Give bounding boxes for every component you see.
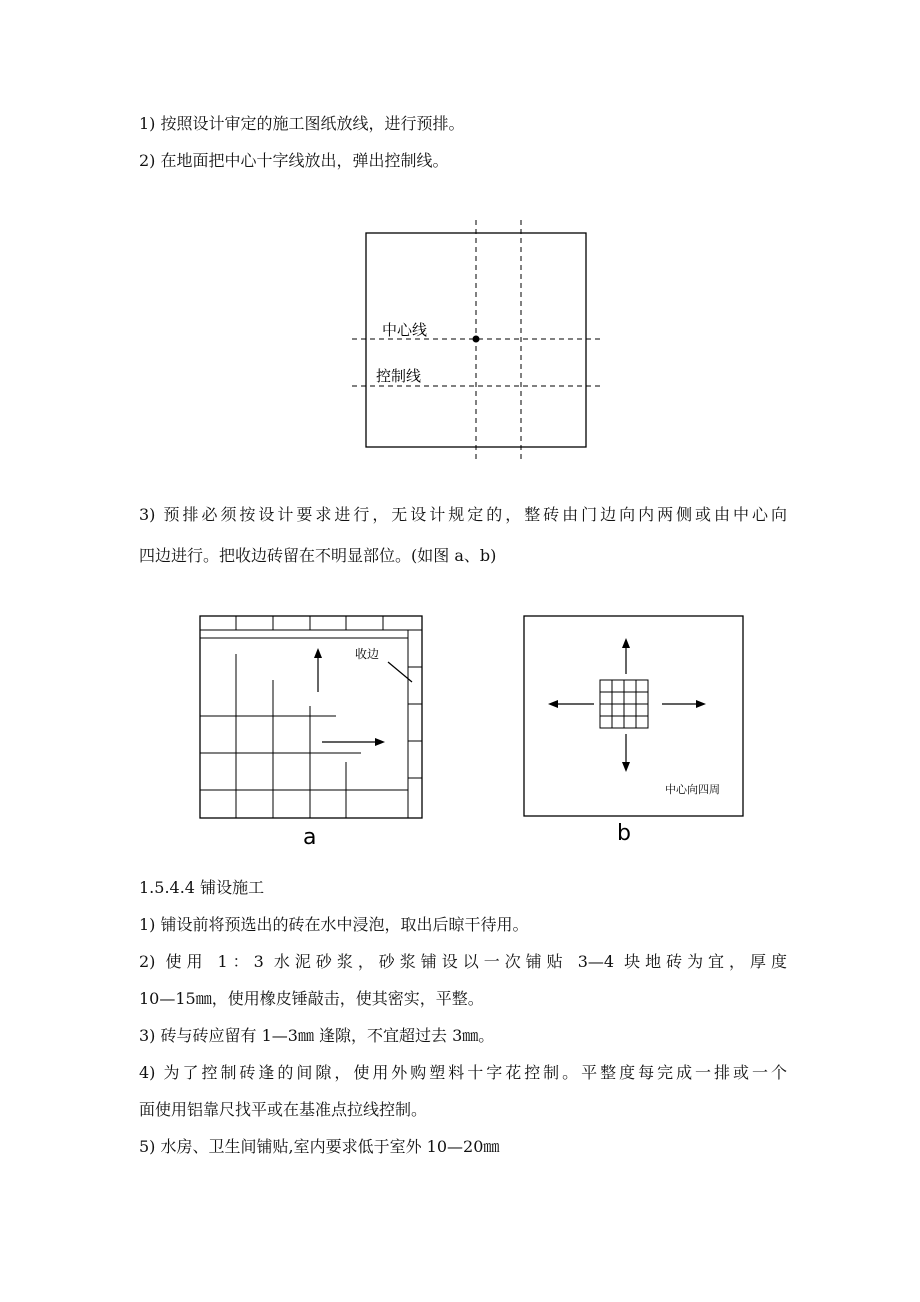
edge-label: 收边 [355, 647, 380, 661]
step-3-line-2: 四边进行。把收边砖留在不明显部位。(如图 a、b) [139, 546, 497, 565]
section-heading: 1.5.4.4 铺设施工 [139, 878, 265, 897]
caption-b: b [617, 821, 631, 846]
arrow-right-icon [375, 738, 385, 746]
item-4-line-1: 4) 为了控制砖逢的间隙，使用外购塑料十字花控制。平整度每完成一排或一个 [139, 1063, 787, 1082]
figure-b [522, 612, 747, 852]
room-outline [200, 616, 422, 818]
caption-a: a [303, 825, 317, 850]
item-2-line-1: 2) 使用 1：3 水泥砂浆，砂浆铺设以一次铺贴 3—4 块地砖为宜，厚度 [139, 952, 787, 971]
item-3: 3) 砖与砖应留有 1—3㎜ 逢隙，不宜超过去 3㎜。 [139, 1026, 495, 1045]
arrow-down-icon [622, 762, 630, 772]
item-4-line-2: 面使用铝靠尺找平或在基准点拉线控制。 [139, 1100, 428, 1119]
figure-a [198, 612, 428, 852]
center-point [473, 336, 480, 343]
control-line-label: 控制线 [376, 367, 422, 385]
item-1: 1) 铺设前将预选出的砖在水中浸泡，取出后晾干待用。 [139, 915, 529, 934]
item-5: 5) 水房、卫生间铺贴,室内要求低于室外 10—20㎜ [139, 1137, 500, 1156]
step-3-line-1: 3) 预排必须按设计要求进行，无设计规定的，整砖由门边向内两侧或由中心向 [139, 505, 787, 524]
step-1: 1) 按照设计审定的施工图纸放线，进行预排。 [139, 114, 465, 133]
arrow-up-icon [314, 648, 322, 658]
arrow-left-icon [548, 700, 558, 708]
step-2: 2) 在地面把中心十字线放出，弹出控制线。 [139, 151, 449, 170]
center-outward-label: 中心向四周 [665, 783, 720, 796]
center-line-label: 中心线 [382, 321, 428, 339]
item-2-line-2: 10—15㎜，使用橡皮锤敲击，使其密实，平整。 [139, 989, 484, 1008]
arrow-up-icon [622, 638, 630, 648]
arrow-right-icon [696, 700, 706, 708]
figure-center-lines [340, 220, 620, 465]
